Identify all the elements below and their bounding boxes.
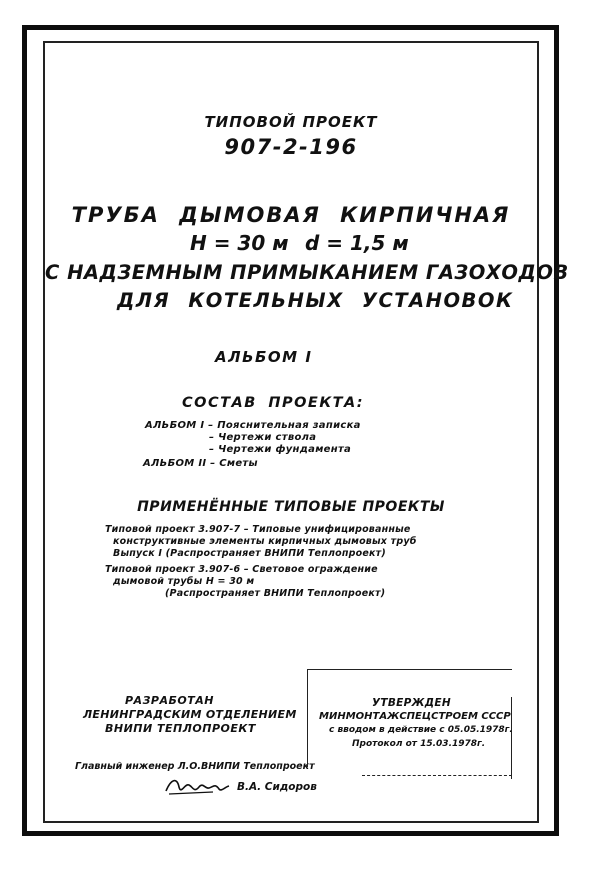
composition-item: – Чертежи фундамента xyxy=(209,444,352,455)
chief-engineer-name: В.А. Сидоров xyxy=(237,781,317,793)
typical-project-label: ТИПОВОЙ ПРОЕКТ xyxy=(204,113,378,131)
title-height: Н = 30 м xyxy=(190,231,289,255)
approval-stamp xyxy=(307,669,512,779)
chief-engineer-role: Главный инженер Л.О.ВНИПИ Теплопроект xyxy=(75,761,315,772)
applied-line: Типовой проект 3.907-7 – Типовые унифицированные xyxy=(105,524,411,535)
stamp-border-left xyxy=(307,669,308,767)
developer-line-1: РАЗРАБОТАН xyxy=(125,694,214,707)
composition-item: АЛЬБОМ I – Пояснительная записка xyxy=(145,420,361,431)
applied-heading: ПРИМЕНЁННЫЕ ТИПОВЫЕ ПРОЕКТЫ xyxy=(137,499,445,515)
title-diameter: d = 1,5 м xyxy=(305,231,409,255)
approval-line-2: МИНМОНТАЖСПЕЦСТРОЕМ СССР xyxy=(319,711,511,722)
approval-line-1: УТВЕРЖДЕН xyxy=(372,697,451,709)
stamp-border-top xyxy=(307,669,512,670)
developer-line-3: ВНИПИ ТЕПЛОПРОЕКТ xyxy=(105,722,256,735)
title-line-4: ДЛЯ КОТЕЛЬНЫХ УСТАНОВОК xyxy=(117,289,514,312)
applied-line: конструктивные элементы кирпичных дымовых труб xyxy=(113,536,417,547)
stamp-border-bottom xyxy=(362,775,512,776)
composition-item: – Чертежи ствола xyxy=(209,432,317,443)
approval-line-3: с вводом в действие с 05.05.1978г. xyxy=(329,725,513,735)
applied-line: Типовой проект 3.907-6 – Световое ограждение xyxy=(105,564,378,575)
applied-line: Выпуск I (Распространяет ВНИПИ Теплопроект) xyxy=(113,548,386,559)
composition-item: АЛЬБОМ II – Сметы xyxy=(143,458,258,469)
applied-line: (Распространяет ВНИПИ Теплопроект) xyxy=(165,588,386,599)
album-label: АЛЬБОМ I xyxy=(215,348,313,366)
project-number: 907-2-196 xyxy=(224,135,358,159)
handwritten-signature xyxy=(163,773,233,799)
developer-line-2: ЛЕНИНГРАДСКИМ ОТДЕЛЕНИЕМ xyxy=(83,708,297,721)
title-line-3: С НАДЗЕМНЫМ ПРИМЫКАНИЕМ ГАЗОХОДОВ xyxy=(45,261,569,284)
approval-line-4: Протокол от 15.03.1978г. xyxy=(352,739,486,749)
title-line-1: ТРУБА ДЫМОВАЯ КИРПИЧНАЯ xyxy=(71,203,511,227)
applied-line: дымовой трубы Н = 30 м xyxy=(113,576,255,587)
composition-heading: СОСТАВ ПРОЕКТА: xyxy=(182,395,365,411)
stamp-border-right xyxy=(511,697,512,779)
